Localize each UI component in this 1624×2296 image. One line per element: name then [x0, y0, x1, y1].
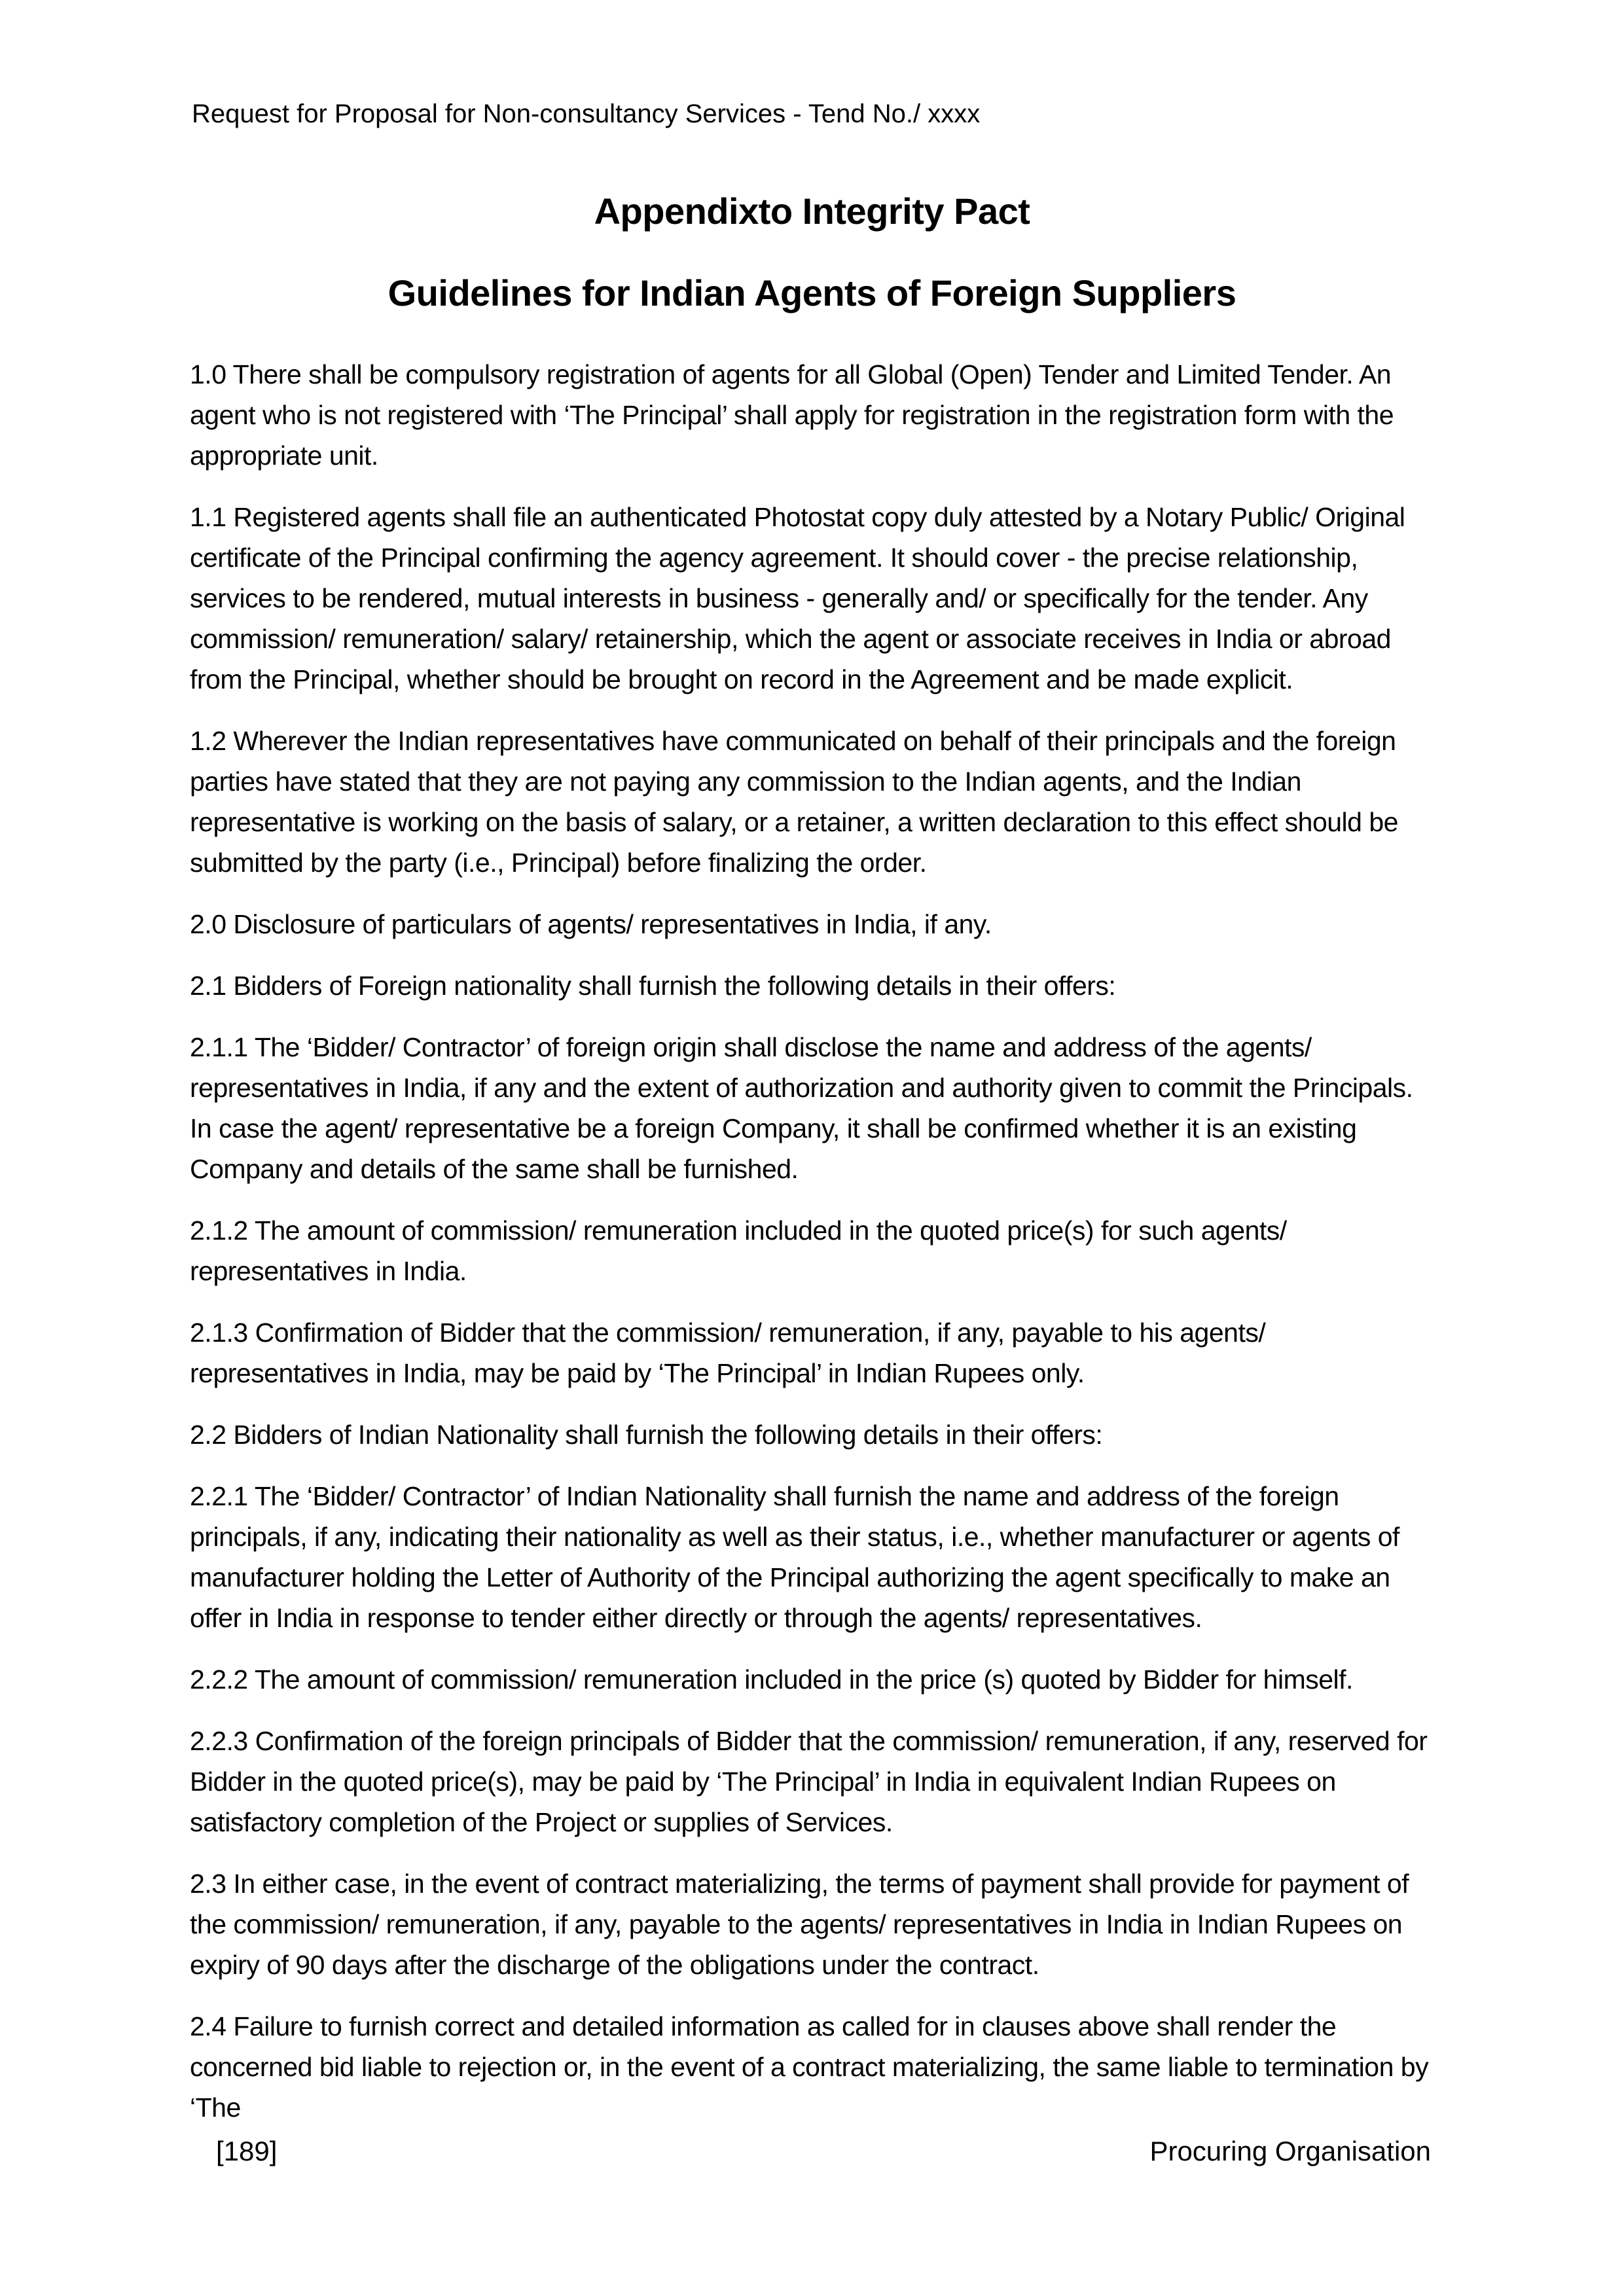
document-content	[190, 188, 1434, 2149]
clause-2-2-1: 2.2.1 The ‘Bidder/ Contractor’ of Indian Nationality shall furnish the name and address of the foreign principals, if any, indicating their nationality as well as their status, i.e., whether manufacturer or agents of manufacturer holding the Letter of Authority of the Principal authorizing the agent specifically to make an offer in India in response to tender either directly or through the agents/ representatives.	[190, 1481, 1399, 1633]
clause-2-2-2: 2.2.2 The amount of commission/ remuneration included in the price (s) quoted by Bidder for himself.	[190, 1664, 1353, 1695]
clause-2-4: 2.4 Failure to furnish correct and detailed information as called for in clauses above shall render the concerned bid liable to rejection or, in the event of a contract materializing, the same liable to termination by ‘The	[190, 2011, 1429, 2123]
clause-1-2: 1.2 Wherever the Indian representatives have communicated on behalf of their principals and the foreign parties have stated that they are not paying any commission to the Indian agents, and the Indian representative is working on the basis of salary, or a retainer, a written declaration to this effect should be submitted by the party (i.e., Principal) before finalizing the order.	[190, 726, 1398, 878]
page-number: [189]	[216, 2136, 278, 2166]
footer-org-label: Procuring Organisation	[1149, 2136, 1431, 2166]
clause-2-2: 2.2 Bidders of Indian Nationality shall furnish the following details in their offers:	[190, 1420, 1103, 1450]
clause-2-1: 2.1 Bidders of Foreign nationality shall furnish the following details in their offers:	[190, 971, 1116, 1001]
clause-2-3: 2.3 In either case, in the event of contract materializing, the terms of payment shall provide for payment of the commission/ remuneration, if any, payable to the agents/ representatives in India in Indian Rupees on expiry of 90 days after the discharge of the obligations under the contract.	[190, 1869, 1409, 1980]
clause-2-1-1: 2.1.1 The ‘Bidder/ Contractor’ of foreign origin shall disclose the name and address of the agents/ representatives in India, if any and the extent of authorization and authority given to commit the Principals. In case the agent/ representative be a foreign Company, it shall be confirmed whether it is an existing Company and details of the same shall be furnished.	[190, 1032, 1413, 1184]
page-footer	[216, 2135, 1431, 2168]
appendix-title: Appendixto Integrity Pact	[594, 190, 1030, 232]
page-header: Request for Proposal for Non-consultancy Services - Tend No./ xxxx	[192, 99, 981, 128]
guidelines-title: Guidelines for Indian Agents of Foreign Suppliers	[388, 272, 1236, 314]
clause-2-1-3: 2.1.3 Confirmation of Bidder that the commission/ remuneration, if any, payable to his agents/ representatives in India, may be paid by ‘The Principal’ in Indian Rupees only.	[190, 1318, 1266, 1388]
clause-1-0: 1.0 There shall be compulsory registration of agents for all Global (Open) Tender and Limited Tender. An agent who is not registered with ‘The Principal’ shall apply for registration in the registration form with the appropriate unit.	[190, 359, 1394, 471]
clause-2-0: 2.0 Disclosure of particulars of agents/ representatives in India, if any.	[190, 909, 992, 939]
document-body	[190, 354, 1434, 2128]
clause-2-2-3: 2.2.3 Confirmation of the foreign principals of Bidder that the commission/ remuneration, if any, reserved for Bidder in the quoted price(s), may be paid by ‘The Principal’ in India in equivalent Indian Rupees on satisfactory completion of the Project or supplies of Services.	[190, 1726, 1428, 1837]
clause-2-1-2: 2.1.2 The amount of commission/ remuneration included in the quoted price(s) for such agents/ representatives in India.	[190, 1215, 1287, 1286]
clause-1-1: 1.1 Registered agents shall file an authenticated Photostat copy duly attested by a Notary Public/ Original certificate of the Principal confirming the agency agreement. It should cover - the precise relationship, services to be rendered, mutual interests in business - generally and/ or specifically for the tender. Any commission/ remuneration/ salary/ retainership, which the agent or associate receives in India or abroad from the Principal, whether should be brought on record in the Agreement and be made explicit.	[190, 502, 1405, 694]
